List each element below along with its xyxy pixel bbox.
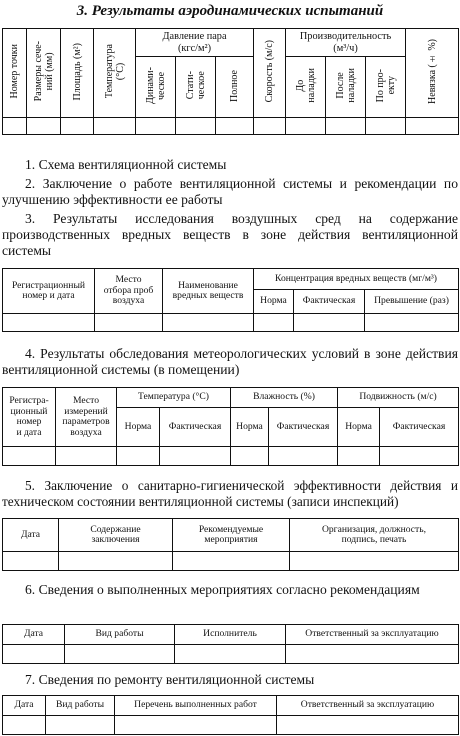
header-sampling-place: Место отбора проб воздуха <box>95 269 163 314</box>
list-item-4: 4. Результаты обследования метеорологических условий в зоне действия вентиляционной системы (в помещении) <box>2 346 458 377</box>
header-actual: Фактическая <box>380 408 459 447</box>
header-project: По про- екту <box>366 57 406 118</box>
header-reg-number: Регистрационный номер и дата <box>3 269 95 314</box>
list-item-7: 7. Сведения по ремонту вентиляционной системы <box>25 672 315 687</box>
header-norm: Норма <box>254 290 294 314</box>
header-point: Номер точки <box>3 29 27 118</box>
header-work-list: Перечень выполненных работ <box>115 696 277 716</box>
measures-table <box>2 624 459 664</box>
header-measure-place: Место измерений параметров воздуха <box>56 388 117 447</box>
header-actual: Фактическая <box>269 408 338 447</box>
list-item-3: 3. Результаты исследования воздушных сред на содержание производственных вредных веществ в зоне действия вентиляционной системы <box>2 211 458 258</box>
header-content: Содержание заключения <box>59 519 173 552</box>
repairs-table <box>2 695 459 735</box>
table-row <box>3 447 459 466</box>
header-after: После наладки <box>326 57 366 118</box>
header-date: Дата <box>3 625 65 645</box>
header-section-size: Размеры сече- ний (мм) <box>27 29 61 118</box>
list-item-2: 2. Заключение о работе вентиляционной системы и рекомендации по улучшению эффективности ее работы <box>2 176 458 207</box>
header-area: Площадь (м²) <box>61 29 94 118</box>
section-heading: 3. Результаты аэродинамических испытаний <box>76 3 384 19</box>
table-row <box>3 118 459 135</box>
header-actual: Фактическая <box>294 290 365 314</box>
list-item-6: 6. Сведения о выполненных мероприятиях согласно рекомендациям <box>25 582 420 597</box>
table-row <box>3 645 459 664</box>
header-work-type: Вид работы <box>65 625 175 645</box>
header-responsible: Ответственный за эксплуатацию <box>286 625 459 645</box>
header-full: Полное <box>216 57 254 118</box>
header-temperature: Температура (°С) <box>94 29 136 118</box>
header-before: До наладки <box>286 57 326 118</box>
meteo-conditions-table <box>2 387 459 466</box>
header-date: Дата <box>3 696 46 716</box>
table-row <box>3 314 459 332</box>
header-norm: Норма <box>117 408 160 447</box>
table-row <box>3 716 459 735</box>
list-item-5: 5. Заключение о санитарно-гигиенической эффективности действия и техническом состоянии вентиляционной системы (записи инспекций) <box>2 478 458 509</box>
header-mobility: Подвижность (м/с) <box>338 388 459 408</box>
header-excess: Превышение (раз) <box>365 290 459 314</box>
header-organization: Организация, должность, подпись, печать <box>290 519 459 552</box>
header-concentration: Концентрация вредных веществ (мг/м³) <box>254 269 459 290</box>
header-executor: Исполнитель <box>175 625 286 645</box>
header-capacity: Производительность (м³/ч) <box>286 29 406 57</box>
header-reg-number: Регистра- ционный номер и дата <box>3 388 56 447</box>
harmful-substances-table <box>2 268 459 332</box>
header-humidity: Влажность (%) <box>231 388 338 408</box>
aerodynamic-table <box>2 28 459 135</box>
header-steam-pressure: Давление пара (кгс/м²) <box>136 29 254 57</box>
header-date: Дата <box>3 519 59 552</box>
header-recommended: Рекомендуемые мероприятия <box>173 519 290 552</box>
header-actual: Фактическая <box>160 408 231 447</box>
header-norm: Норма <box>231 408 269 447</box>
header-static: Стати- ческое <box>176 57 216 118</box>
header-temperature: Температура (°С) <box>117 388 231 408</box>
header-dynamic: Динами- ческое <box>136 57 176 118</box>
header-substance-name: Наименование вредных веществ <box>163 269 254 314</box>
table-row <box>3 552 459 571</box>
list-item-1: 1. Схема вентиляционной системы <box>25 157 227 172</box>
conclusions-table <box>2 518 459 571</box>
header-mismatch: Невязка (± %) <box>406 29 459 118</box>
header-work-type: Вид работы <box>46 696 115 716</box>
header-speed: Скорость (м/с) <box>254 29 286 118</box>
header-norm: Норма <box>338 408 380 447</box>
header-responsible: Ответственный за эксплуатацию <box>277 696 459 716</box>
